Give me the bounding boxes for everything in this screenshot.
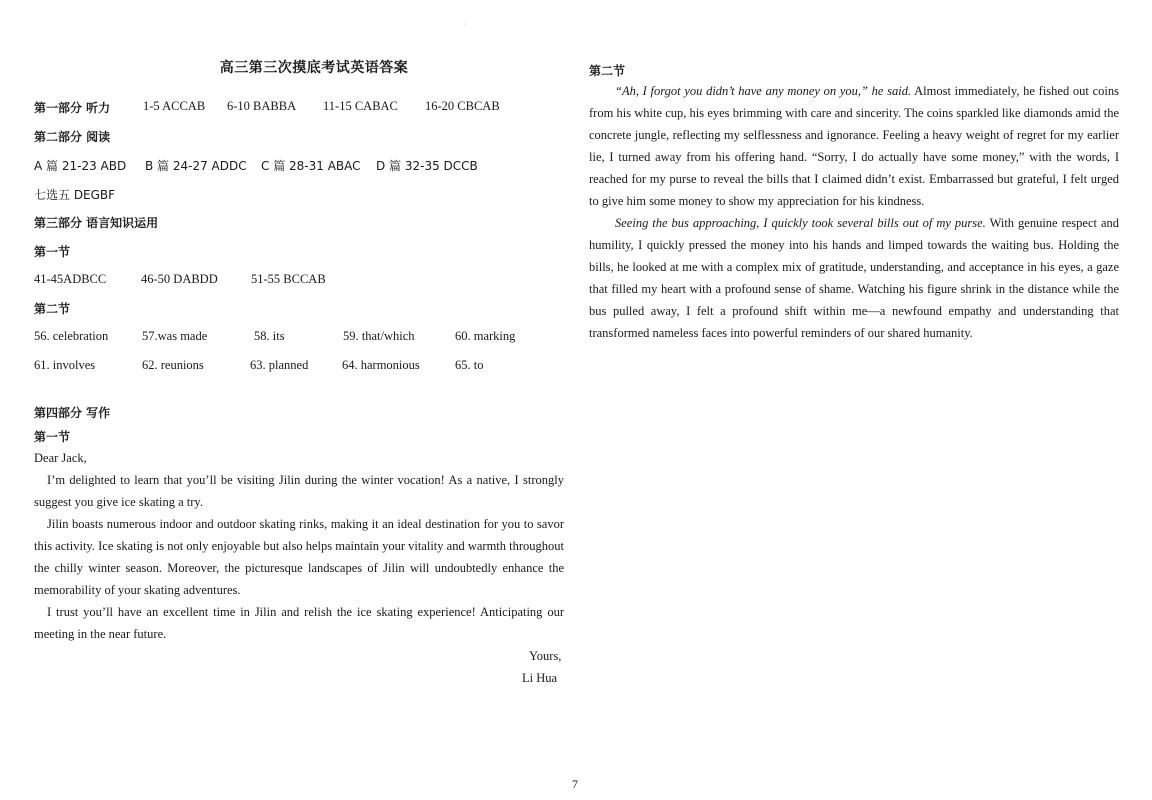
grammar-answer: 59. that/which bbox=[343, 329, 415, 343]
part3-label: 第三部分 语言知识运用 bbox=[34, 216, 159, 230]
grammar-answer: 65. to bbox=[455, 358, 484, 372]
part1-answer: 16-20 CBCAB bbox=[425, 99, 500, 113]
letter-paragraph: I trust you’ll have an excellent time in Jilin and relish the ice skating experience! Anticipating our meeting in the near future. bbox=[34, 605, 564, 641]
part1-answer: 1-5 ACCAB bbox=[143, 99, 206, 113]
letter-signature: Li Hua bbox=[522, 671, 558, 685]
grammar-answer: 61. involves bbox=[34, 358, 96, 372]
reading-answer-text: C 篇 28-31 ABAC bbox=[261, 159, 361, 173]
page-title: 高三第三次摸底考试英语答案 bbox=[219, 61, 409, 76]
reading-answer bbox=[376, 157, 478, 174]
reading-answer bbox=[261, 157, 361, 174]
part1-label: 第一部分 听力 bbox=[34, 101, 111, 115]
reading-answer-text: D 篇 32-35 DCCB bbox=[376, 159, 478, 173]
story-italic-sentence: Seeing the bus approaching, I quickly took several bills out of my purse. bbox=[615, 216, 986, 230]
reading-answer bbox=[34, 157, 126, 174]
part4-sec1-label: 第一节 bbox=[34, 430, 71, 444]
cloze-answer: 51-55 BCCAB bbox=[251, 272, 326, 286]
page-number: 7 bbox=[572, 777, 578, 791]
cloze-answer: 46-50 DABDD bbox=[141, 272, 218, 286]
letter-paragraph: I’m delighted to learn that you’ll be visiting Jilin during the winter vocation! As a native, I strongly suggest you give ice skating a try. bbox=[34, 473, 564, 509]
grammar-answer: 63. planned bbox=[250, 358, 309, 372]
grammar-answer: 64. harmonious bbox=[342, 358, 420, 372]
part3-sec1-label: 第一节 bbox=[34, 245, 71, 259]
letter-closing: Yours, bbox=[529, 649, 562, 663]
seven-choose-five: 七选五 DEGBF bbox=[34, 188, 116, 202]
grammar-answer: 62. reunions bbox=[142, 358, 204, 372]
part3-sec2-label: 第二节 bbox=[34, 302, 71, 316]
part4-label: 第四部分 写作 bbox=[34, 406, 111, 420]
grammar-answer: 58. its bbox=[254, 329, 285, 343]
part2-label: 第二部分 阅读 bbox=[34, 130, 111, 144]
story-text: Almost immediately, he fished out coins from his white cup, his eyes brimming with care and sincerity. The coins sparkled like diamonds amid the concrete jungle, reflecting my selflessness and ignorance. Feeling a heavy weight of regret for my earlier lie, I turned away from his offering hand. “Sorry, I do actually have some money,” with the words, I reached for my purse to reveal the bills that I claimed didn’t exist. Embarrassed but grateful, I felt urged to give him some money to show my appreciation for his kindness. bbox=[589, 84, 1119, 208]
section2-label: 第二节 bbox=[589, 64, 626, 78]
reading-answer-text: B 篇 24-27 ADDC bbox=[145, 159, 247, 173]
story-italic-sentence: “Ah, I forgot you didn’t have any money on you,” he said. bbox=[615, 84, 912, 98]
reading-answer bbox=[145, 157, 247, 174]
decorative-dot: · bbox=[463, 20, 466, 29]
letter-paragraph: Jilin boasts numerous indoor and outdoor skating rinks, making it an ideal destination for you to savor this activity. Ice skating is not only enjoyable but also helps maintain your vitality and warmth throughout the chilly winter season. Moreover, the picturesque landscapes of Jilin will undoubtedly enhance the memorability of your skating adventures. bbox=[34, 517, 564, 597]
part1-answer: 11-15 CABAC bbox=[323, 99, 398, 113]
cloze-answer: 41-45ADBCC bbox=[34, 272, 107, 286]
grammar-answer: 57.was made bbox=[142, 329, 208, 343]
grammar-answer: 56. celebration bbox=[34, 329, 109, 343]
reading-answer-text: A 篇 21-23 ABD bbox=[34, 159, 127, 173]
story-text: With genuine respect and humility, I quickly pressed the money into his hands and limped towards the waiting bus. Holding the bills, he looked at me with a complex mix of gratitude, understanding, and acceptance in his eyes, a gaze that filled my heart with a profound sense of shame. Watching his figure shrink in the distance while the bus pulled away, I felt a profound shift within me—a newfound empathy and understanding that transformed nameless faces into powerful reminders of our shared humanity. bbox=[589, 216, 1120, 340]
letter-greeting: Dear Jack, bbox=[34, 451, 87, 465]
story-paragraph bbox=[589, 212, 1119, 344]
part1-row bbox=[34, 99, 110, 116]
story-paragraph bbox=[589, 80, 1119, 212]
grammar-answer: 60. marking bbox=[455, 329, 516, 343]
part1-answer: 6-10 BABBA bbox=[227, 99, 297, 113]
